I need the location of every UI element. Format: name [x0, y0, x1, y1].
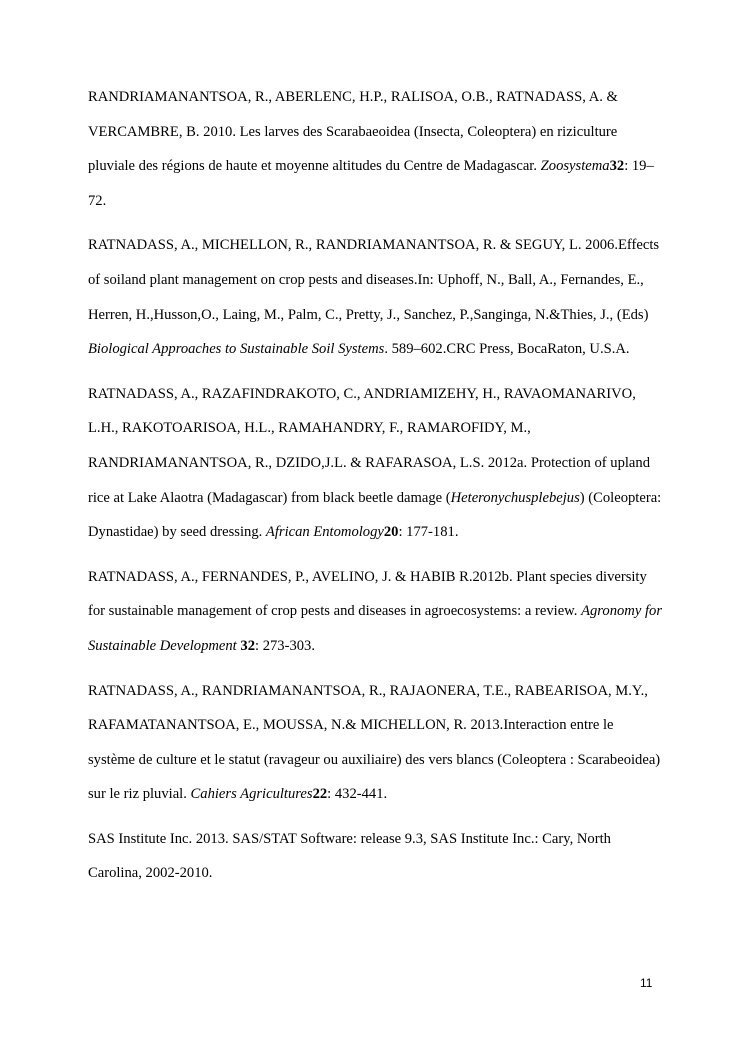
page-range: : 432-441. [327, 786, 388, 803]
journal-title: Cahiers Agricultures [190, 786, 313, 803]
species-name: Heteronychusplebejus [450, 489, 580, 506]
reference-text: RANDRIAMANANTSOA, R., ABERLENC, H.P., RALISOA, O.B., RATNADASS, A. & VERCAMBRE, B. 2010. Les larves des Scarabaeoidea (Insecta, Coleoptera) en riziculture pluviale des régions de haute et moyenne altitudes du Centre de Madagascar. [88, 89, 618, 175]
page-range: : 273-303. [255, 637, 315, 654]
reference-text: RATNADASS, A., MICHELLON, R., RANDRIAMANANTSOA, R. & SEGUY, L. 2006.Effects of soiland plant management on crop pests and diseases.In: Uphoff, N., Ball, A., Fernandes, E., Herren, H.,Husson,O., Laing, M., Palm, C., Pretty, J., Sanchez, P.,Sanginga, N.&Thies, J., (Eds) [88, 237, 660, 323]
reference-text: RATNADASS, A., RANDRIAMANANTSOA, R., RAJAONERA, T.E., RABEARISOA, M.Y., RAFAMATANANTSOA, E., MOUSSA, N.& MICHELLON, R. 2013.Interaction entre le système de culture et le statut (ravageur ou auxiliaire) des vers blancs (Coleoptera : Scarabeoidea) sur le riz pluvial. [88, 682, 661, 803]
page-number: 11 [640, 976, 653, 990]
publisher-info: . 589–602.CRC Press, BocaRaton, U.S.A. [384, 341, 630, 358]
journal-volume: 22 [312, 786, 328, 803]
reference-text: SAS Institute Inc. 2013. SAS/STAT Software: release 9.3, SAS Institute Inc.: Cary, North Carolina, 2002-2010. [88, 830, 611, 882]
page-range: : 19–72. [88, 158, 654, 209]
journal-title: Zoosystema [540, 158, 610, 175]
journal-volume: 32 [609, 158, 625, 175]
reference-entry [88, 822, 663, 891]
page-range: : 177-181. [398, 524, 459, 541]
reference-entry [88, 377, 663, 550]
journal-title: African Entomology [265, 524, 384, 541]
reference-text: RATNADASS, A., RAZAFINDRAKOTO, C., ANDRIAMIZEHY, H., RAVAOMANARIVO, L.H., RAKOTOARISOA, H.L., RAMAHANDRY, F., RAMAROFIDY, M., RANDRIAMANANTSOA, R., DZIDO,J.L. & RAFARASOA, L.S. 2012a. Protection of upland rice at Lake Alaotra (Madagascar) from black beetle damage ( [88, 385, 650, 506]
reference-text-continued: ) (Coleoptera: Dynastidae) by seed dressing. [88, 489, 662, 541]
reference-entry [88, 80, 663, 218]
journal-volume: 20 [383, 524, 399, 541]
journal-title: Agronomy for Sustainable Development [88, 603, 662, 654]
reference-entry [88, 228, 663, 366]
reference-list [88, 80, 663, 901]
reference-entry [88, 674, 663, 812]
journal-volume: 32 [240, 637, 255, 654]
reference-entry [88, 560, 663, 664]
reference-text: RATNADASS, A., FERNANDES, P., AVELINO, J. & HABIB R.2012b. Plant species diversity for sustainable management of crop pests and diseases in agroecosystems: a review. [88, 568, 647, 620]
book-title: Biological Approaches to Sustainable Soil Systems [88, 341, 385, 358]
